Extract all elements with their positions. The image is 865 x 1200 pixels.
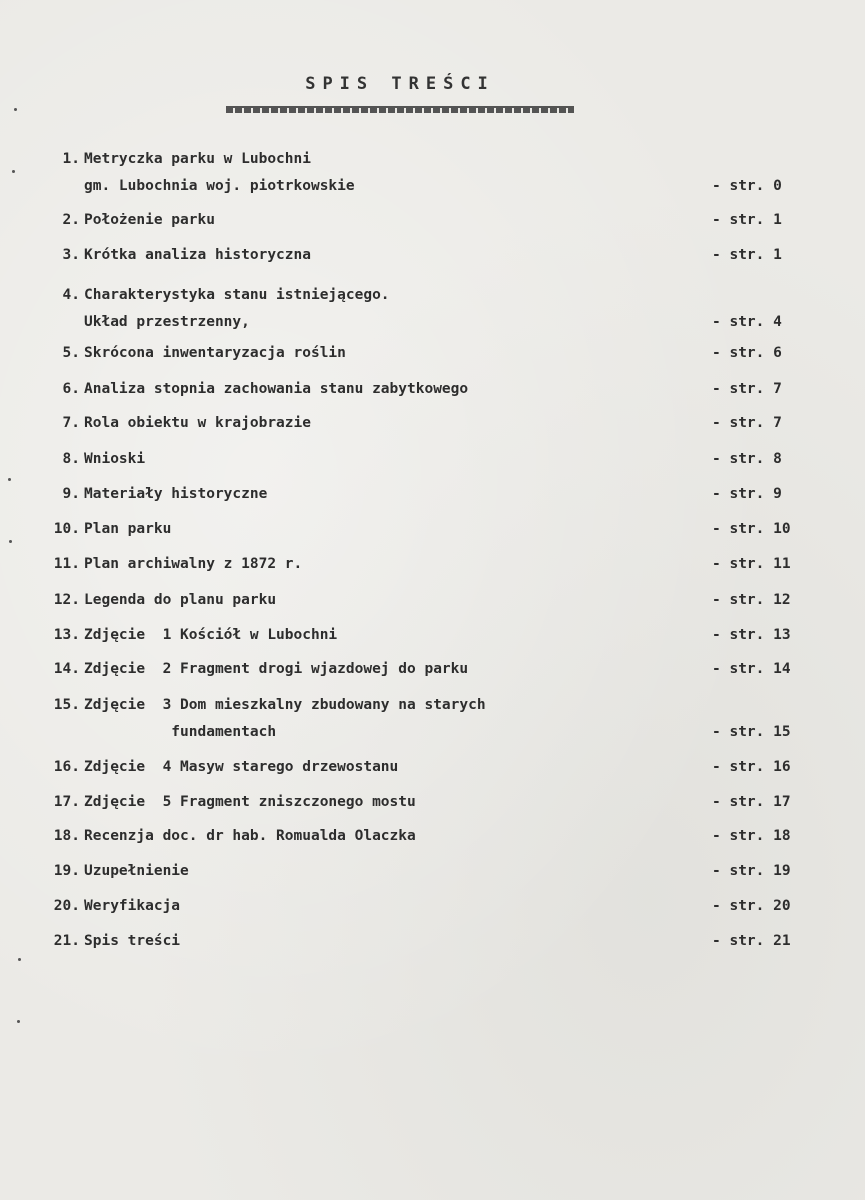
toc-entry-title: Uzupełnienie [84,863,189,879]
toc-entry-title: Położenie parku [84,212,215,228]
toc-entry-page: - str. 18 [712,828,791,844]
punch-mark [8,478,11,481]
toc-entry-page: - str. 7 [712,415,782,431]
toc-entry-title: Weryfikacja [84,898,181,914]
punch-mark [12,170,15,173]
toc-entry-page: - str. 8 [712,451,782,467]
toc-entry-title: Zdjęcie 2 Fragment drogi wjazdowej do parku [84,661,469,677]
toc-entry-title: Układ przestrzenny, [84,314,250,330]
toc-entry-page: - str. 0 [712,178,782,194]
toc-entry-number: 11. [53,556,80,572]
toc-entry-page: - str. 1 [712,247,782,263]
toc-entry-title: Legenda do planu parku [84,592,277,608]
toc-entry-number: 3. [62,247,80,263]
toc-entry-number: 20. [53,898,80,914]
toc-entry-number: 2. [62,212,80,228]
punch-mark [9,540,12,543]
toc-entry-title: Zdjęcie 1 Kościół w Lubochni [84,627,338,643]
toc-entry-title: Plan archiwalny z 1872 r. [84,556,303,572]
toc-entry-page: - str. 15 [712,724,791,740]
toc-entry-title: Zdjęcie 4 Masyw starego drzewostanu [84,759,399,775]
toc-entry-number: 12. [53,592,80,608]
punch-mark [17,1020,20,1023]
toc-entry-title: Analiza stopnia zachowania stanu zabytkowego [84,381,469,397]
toc-entry-title: Metryczka parku w Lubochni [84,151,311,167]
toc-entry-number: 5. [62,345,80,361]
toc-entry-page: - str. 12 [712,592,791,608]
toc-entry-page: - str. 7 [712,381,782,397]
toc-entry-number: 15. [53,697,80,713]
toc-entry-title: Zdjęcie 3 Dom mieszkalny zbudowany na starych [84,697,486,713]
toc-entry-page: - str. 14 [712,661,791,677]
toc-entry-number: 21. [53,933,80,949]
toc-entry-number: 18. [53,828,80,844]
toc-entry-title: Skrócona inwentaryzacja roślin [84,345,346,361]
toc-entry-page: - str. 9 [712,486,782,502]
toc-entry-number: 19. [53,863,80,879]
toc-entry-number: 16. [53,759,80,775]
toc-entry-page: - str. 6 [712,345,782,361]
toc-entry-title: Recenzja doc. dr hab. Romualda Olaczka [84,828,416,844]
title-underline [226,106,574,113]
toc-entry-number: 10. [53,521,80,537]
toc-entry-title: Zdjęcie 5 Fragment zniszczonego mostu [84,794,416,810]
toc-entry-title: Spis treści [84,933,181,949]
toc-entry-title: fundamentach [84,724,277,740]
toc-entry-number: 8. [62,451,80,467]
toc-entry-title: Plan parku [84,521,172,537]
toc-entry-page: - str. 13 [712,627,791,643]
toc-entry-page: - str. 1 [712,212,782,228]
toc-entry-title: Krótka analiza historyczna [84,247,311,263]
toc-entry-page: - str. 4 [712,314,782,330]
toc-entry-page: - str. 17 [712,794,791,810]
punch-mark [14,108,17,111]
toc-entry-number: 1. [62,151,80,167]
toc-entry-title: Charakterystyka stanu istniejącego. [84,287,390,303]
toc-entry-title: gm. Lubochnia woj. piotrkowskie [84,178,355,194]
toc-entry-title: Wnioski [84,451,146,467]
punch-mark [18,958,21,961]
toc-entry-title: Materiały historyczne [84,486,268,502]
toc-entry-page: - str. 20 [712,898,791,914]
toc-entry-number: 4. [62,287,80,303]
toc-entry-page: - str. 10 [712,521,791,537]
toc-entry-number: 6. [62,381,80,397]
toc-entry-page: - str. 19 [712,863,791,879]
toc-entry-number: 14. [53,661,80,677]
document-title: SPIS TREŚCI [305,74,495,94]
toc-entry-number: 9. [62,486,80,502]
toc-entry-number: 13. [53,627,80,643]
toc-entry-page: - str. 11 [712,556,791,572]
toc-entry-number: 7. [62,415,80,431]
toc-entry-number: 17. [53,794,80,810]
toc-entry-page: - str. 21 [712,933,791,949]
toc-entry-title: Rola obiektu w krajobrazie [84,415,311,431]
toc-entry-page: - str. 16 [712,759,791,775]
